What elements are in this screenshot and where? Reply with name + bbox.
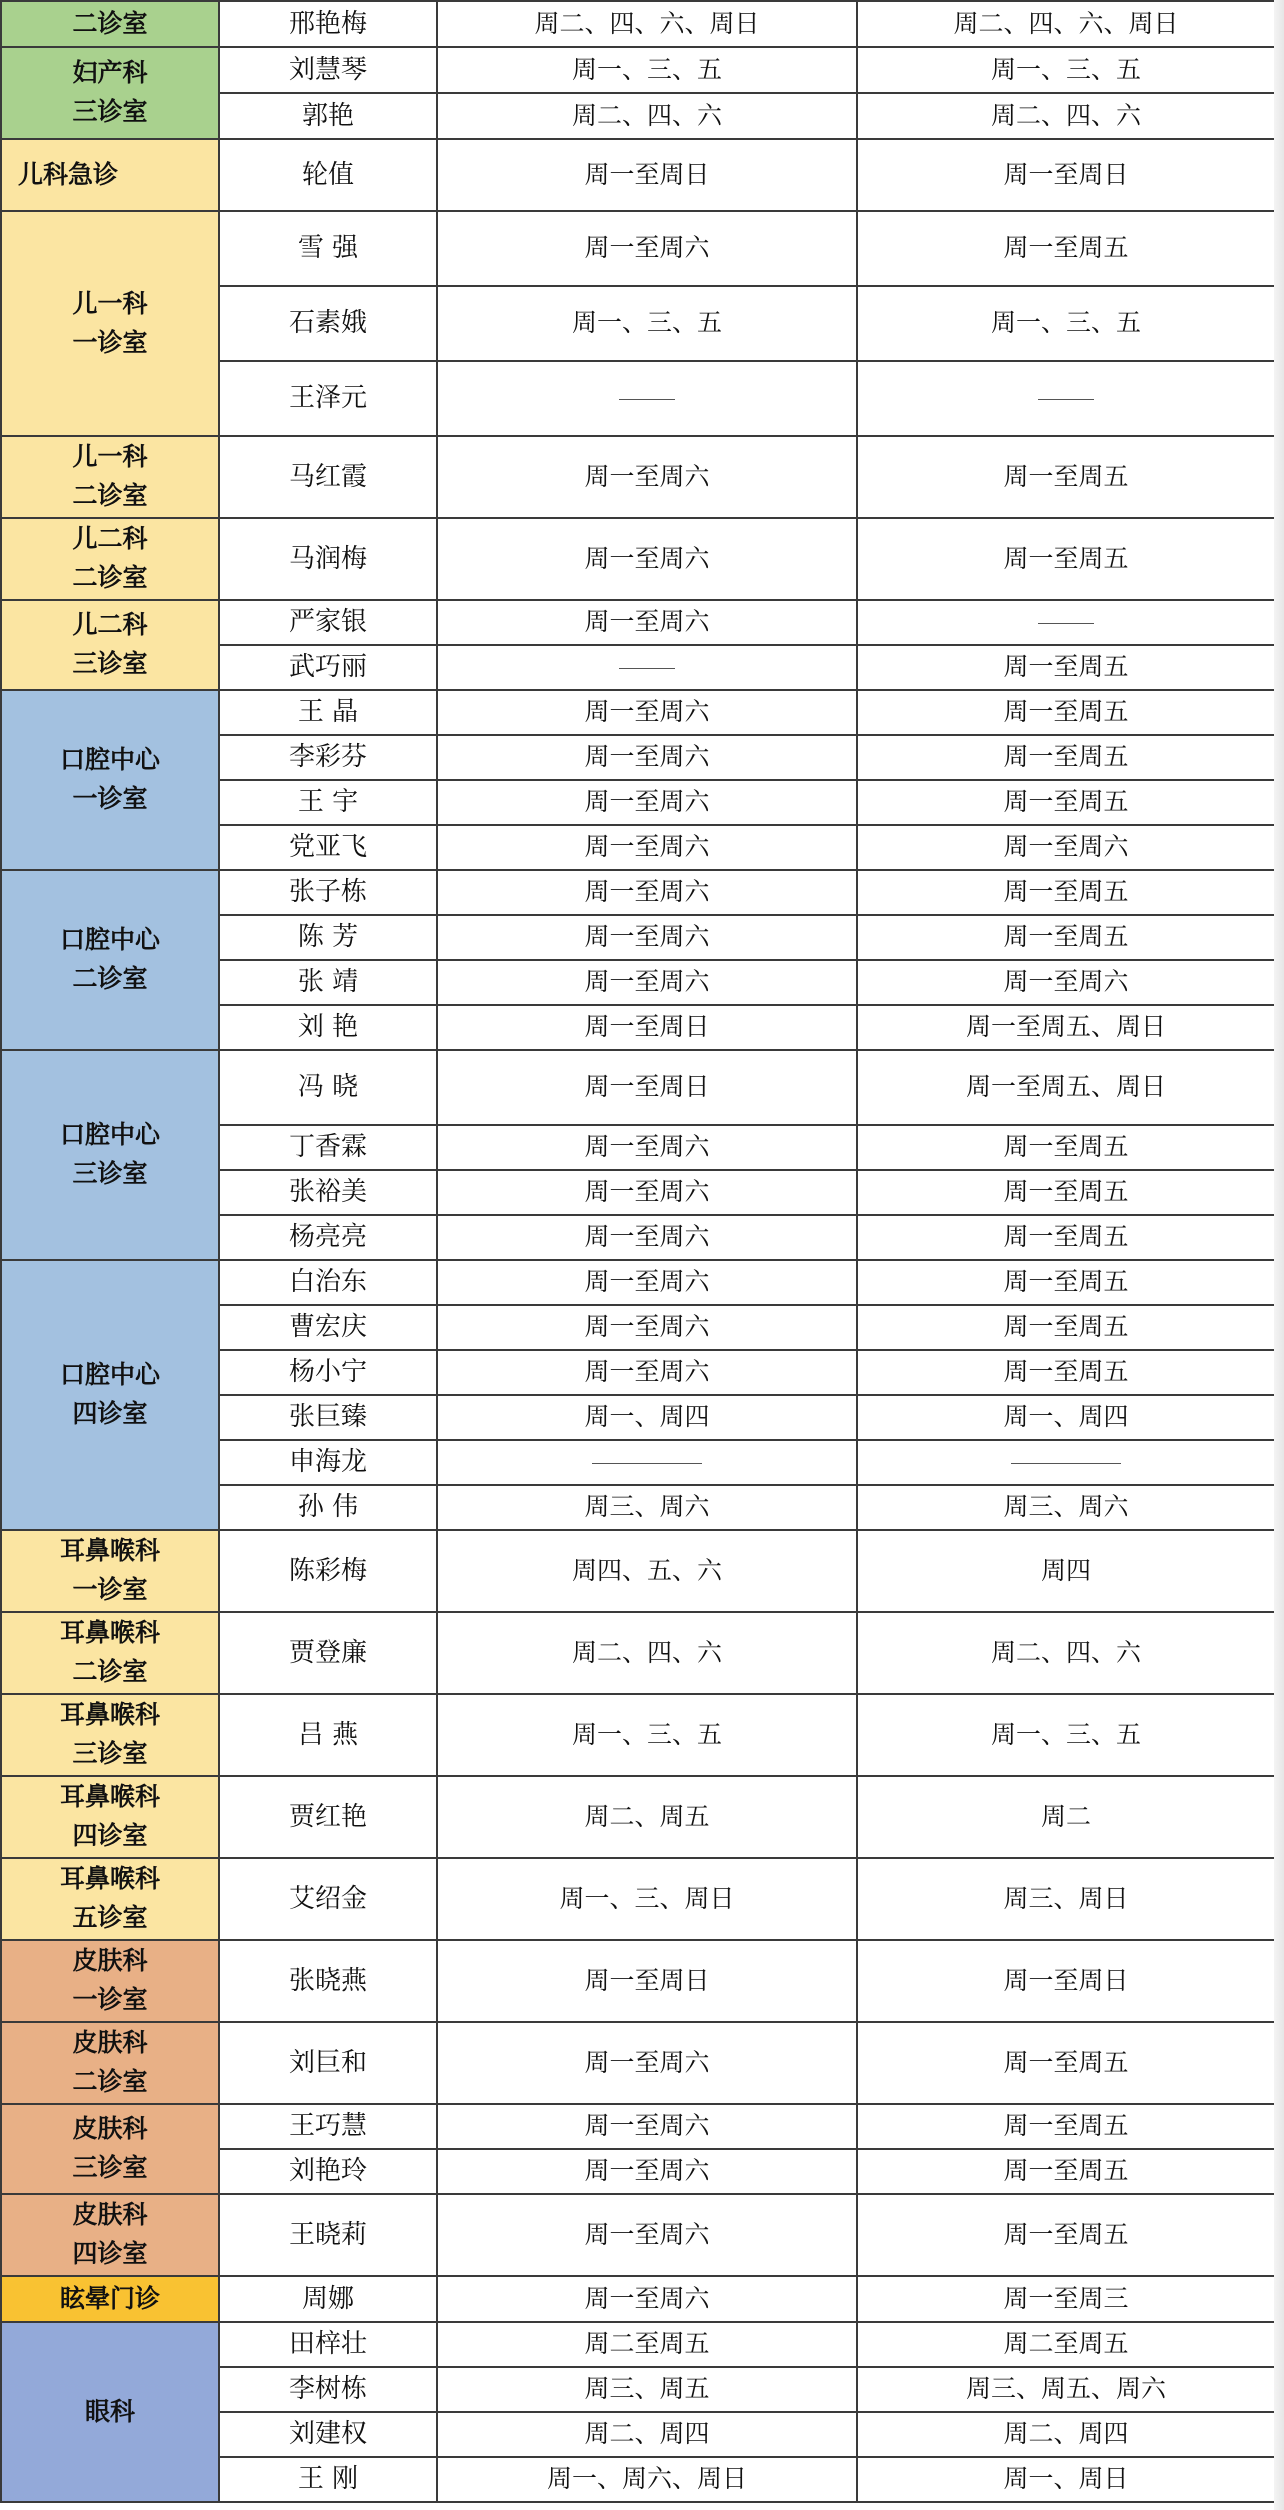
empty-schedule-dash — [1011, 1463, 1121, 1464]
schedule-cell-2[interactable]: 周一至周五 — [857, 1170, 1275, 1215]
schedule-cell-2[interactable]: 周三、周六 — [857, 1485, 1275, 1530]
schedule-cell-1[interactable] — [437, 1440, 857, 1485]
doctor-name-cell[interactable]: 艾绍金 — [219, 1858, 437, 1940]
schedule-cell-1[interactable]: 周二、四、六、周日 — [437, 1, 857, 47]
schedule-cell-1[interactable]: 周一至周六 — [437, 600, 857, 645]
department-cell[interactable] — [1, 1, 219, 47]
doctor-name-cell[interactable]: 邢艳梅 — [219, 1, 437, 47]
department-label: 皮肤科 三诊室 — [72, 2114, 148, 2182]
schedule-cell-2[interactable]: 周四 — [857, 1530, 1275, 1612]
department-label: 儿二科 三诊室 — [72, 610, 148, 678]
doctor-name-cell[interactable]: 王泽元 — [219, 361, 437, 436]
schedule-cell-2[interactable] — [857, 600, 1275, 645]
doctor-name-cell[interactable]: 李彩芬 — [219, 735, 437, 780]
schedule-cell-1[interactable]: 周一至周六 — [437, 960, 857, 1005]
doctor-name-cell[interactable]: 陈彩梅 — [219, 1530, 437, 1612]
schedule-cell-2[interactable]: 周一至周五 — [857, 1125, 1275, 1170]
department-cell[interactable] — [1, 211, 219, 436]
department-label: 耳鼻喉科 四诊室 — [59, 1782, 160, 1850]
department-label: 儿一科 二诊室 — [72, 442, 148, 510]
doctor-name-cell[interactable]: 严家银 — [219, 600, 437, 645]
department-cell[interactable] — [1, 436, 219, 518]
department-label: 口腔中心 一诊室 — [59, 745, 160, 813]
schedule-cell-2[interactable]: 周一、周四 — [857, 1395, 1275, 1440]
schedule-cell-2[interactable]: 周一至周五 — [857, 1305, 1275, 1350]
schedule-cell-2[interactable]: 周一至周五 — [857, 735, 1275, 780]
table-row — [1, 1858, 1275, 1940]
schedule-cell-1[interactable]: 周二、四、六 — [437, 93, 857, 139]
department-cell[interactable] — [1, 1694, 219, 1776]
table-row — [1, 2104, 1275, 2149]
table-row — [1, 1050, 1275, 1125]
doctor-name-cell[interactable]: 刘艳玲 — [219, 2149, 437, 2194]
table-row — [1, 1, 1275, 47]
doctor-name-cell[interactable]: 刘巨和 — [219, 2022, 437, 2104]
schedule-cell-2[interactable]: 周一至周五、周日 — [857, 1005, 1275, 1050]
schedule-cell-1[interactable]: 周一、三、五 — [437, 286, 857, 361]
table-row — [1, 1694, 1275, 1776]
schedule-cell-2[interactable]: 周一至周六 — [857, 825, 1275, 870]
department-label: 二诊室 — [72, 8, 148, 38]
department-label: 眼科 — [84, 2396, 135, 2426]
schedule-cell-1[interactable] — [437, 361, 857, 436]
doctor-name-cell[interactable]: 王巧慧 — [219, 2104, 437, 2149]
doctor-name-cell[interactable]: 杨小宁 — [219, 1350, 437, 1395]
schedule-cell-2[interactable]: 周一至周五 — [857, 870, 1275, 915]
table-row — [1, 2322, 1275, 2367]
doctor-name-cell[interactable]: 郭艳 — [219, 93, 437, 139]
doctor-name-cell[interactable]: 张子栋 — [219, 870, 437, 915]
department-cell[interactable] — [1, 2022, 219, 2104]
schedule-cell-1[interactable]: 周一至周六 — [437, 870, 857, 915]
schedule-cell-1[interactable]: 周一至周六 — [437, 2194, 857, 2276]
schedule-cell-1[interactable]: 周一至周六 — [437, 735, 857, 780]
table-row — [1, 211, 1275, 286]
schedule-cell-1[interactable]: 周二、周四 — [437, 2412, 857, 2457]
schedule-cell-2[interactable] — [857, 1440, 1275, 1485]
schedule-cell-2[interactable]: 周三、周五、周六 — [857, 2367, 1275, 2412]
doctor-name-cell[interactable]: 田梓壮 — [219, 2322, 437, 2367]
department-label: 口腔中心 二诊室 — [59, 925, 160, 993]
doctor-name-cell[interactable]: 石素娥 — [219, 286, 437, 361]
schedule-cell-2[interactable]: 周一至周五 — [857, 436, 1275, 518]
doctor-name-cell[interactable]: 刘 艳 — [219, 1005, 437, 1050]
department-cell[interactable] — [1, 1858, 219, 1940]
schedule-cell-2[interactable]: 周一至周三 — [857, 2276, 1275, 2322]
schedule-cell-2[interactable]: 周一至周五 — [857, 690, 1275, 735]
schedule-cell-1[interactable]: 周一至周日 — [437, 1005, 857, 1050]
doctor-name-cell[interactable]: 曹宏庆 — [219, 1305, 437, 1350]
doctor-name-cell[interactable]: 轮值 — [219, 139, 437, 211]
schedule-cell-1[interactable]: 周一至周六 — [437, 690, 857, 735]
schedule-cell-2[interactable]: 周一至周五 — [857, 645, 1275, 690]
doctor-name-cell[interactable]: 贾登廉 — [219, 1612, 437, 1694]
schedule-cell-2[interactable]: 周二、周四 — [857, 2412, 1275, 2457]
schedule-cell-1[interactable]: 周二、周五 — [437, 1776, 857, 1858]
empty-schedule-dash — [1038, 399, 1094, 400]
schedule-cell-1[interactable]: 周一至周六 — [437, 436, 857, 518]
doctor-name-cell[interactable]: 丁香霖 — [219, 1125, 437, 1170]
schedule-body — [1, 1, 1275, 2502]
doctor-name-cell[interactable]: 申海龙 — [219, 1440, 437, 1485]
schedule-cell-2[interactable]: 周三、周日 — [857, 1858, 1275, 1940]
department-label: 皮肤科 四诊室 — [72, 2200, 148, 2268]
schedule-cell-2[interactable]: 周一至周五 — [857, 2022, 1275, 2104]
schedule-cell-2[interactable]: 周一至周五 — [857, 518, 1275, 600]
department-label: 耳鼻喉科 二诊室 — [59, 1618, 160, 1686]
schedule-cell-2[interactable]: 周二、四、六 — [857, 1612, 1275, 1694]
department-cell[interactable] — [1, 1530, 219, 1612]
schedule-cell-1[interactable]: 周一至周日 — [437, 1940, 857, 2022]
doctor-name-cell[interactable]: 王 刚 — [219, 2457, 437, 2502]
doctor-name-cell[interactable]: 刘建权 — [219, 2412, 437, 2457]
doctor-name-cell[interactable]: 吕 燕 — [219, 1694, 437, 1776]
table-row — [1, 2276, 1275, 2322]
doctor-name-cell[interactable]: 马润梅 — [219, 518, 437, 600]
schedule-cell-2[interactable]: 周一至周五 — [857, 2104, 1275, 2149]
table-row — [1, 2194, 1275, 2276]
schedule-cell-1[interactable]: 周一至周六 — [437, 915, 857, 960]
schedule-cell-1[interactable]: 周一至周六 — [437, 1350, 857, 1395]
department-cell[interactable] — [1, 2276, 219, 2322]
department-cell[interactable] — [1, 2194, 219, 2276]
schedule-cell-1[interactable]: 周一至周六 — [437, 2276, 857, 2322]
empty-schedule-dash — [619, 399, 675, 400]
schedule-cell-2[interactable]: 周一至周五 — [857, 1215, 1275, 1260]
schedule-cell-1[interactable]: 周四、五、六 — [437, 1530, 857, 1612]
schedule-cell-2[interactable]: 周一、三、五 — [857, 286, 1275, 361]
department-label: 耳鼻喉科 五诊室 — [59, 1864, 160, 1932]
doctor-name-cell[interactable]: 冯 晓 — [219, 1050, 437, 1125]
schedule-cell-1[interactable]: 周一、三、五 — [437, 47, 857, 93]
schedule-cell-1[interactable]: 周一、周四 — [437, 1395, 857, 1440]
department-cell[interactable] — [1, 47, 219, 139]
doctor-name-cell[interactable]: 张裕美 — [219, 1170, 437, 1215]
department-cell[interactable] — [1, 1260, 219, 1530]
table-row — [1, 1776, 1275, 1858]
doctor-name-cell[interactable]: 陈 芳 — [219, 915, 437, 960]
schedule-cell-2[interactable]: 周一至周五 — [857, 1350, 1275, 1395]
doctor-name-cell[interactable]: 张 靖 — [219, 960, 437, 1005]
department-cell[interactable] — [1, 1940, 219, 2022]
schedule-cell-2[interactable]: 周一至周五 — [857, 211, 1275, 286]
schedule-cell-2[interactable]: 周一至周五、周日 — [857, 1050, 1275, 1125]
department-cell[interactable] — [1, 690, 219, 870]
table-row — [1, 1612, 1275, 1694]
doctor-name-cell[interactable]: 张晓燕 — [219, 1940, 437, 2022]
schedule-cell-1[interactable]: 周二至周五 — [437, 2322, 857, 2367]
schedule-cell-1[interactable]: 周一至周六 — [437, 1215, 857, 1260]
schedule-cell-2[interactable]: 周一至周日 — [857, 139, 1275, 211]
department-label: 儿一科 一诊室 — [72, 288, 148, 357]
department-label: 耳鼻喉科 一诊室 — [59, 1536, 160, 1604]
schedule-cell-1[interactable]: 周一至周六 — [437, 780, 857, 825]
doctor-name-cell[interactable]: 雪 强 — [219, 211, 437, 286]
schedule-cell-2[interactable]: 周二、四、六 — [857, 93, 1275, 139]
doctor-name-cell[interactable]: 杨亮亮 — [219, 1215, 437, 1260]
schedule-cell-1[interactable]: 周一至周六 — [437, 825, 857, 870]
doctor-name-cell[interactable]: 贾红艳 — [219, 1776, 437, 1858]
schedule-cell-1[interactable]: 周一、三、五 — [437, 1694, 857, 1776]
table-row — [1, 518, 1275, 600]
table-row — [1, 1260, 1275, 1305]
schedule-cell-2[interactable]: 周二至周五 — [857, 2322, 1275, 2367]
schedule-cell-2[interactable]: 周一至周五 — [857, 1260, 1275, 1305]
schedule-cell-1[interactable]: 周三、周六 — [437, 1485, 857, 1530]
schedule-cell-1[interactable]: 周一至周六 — [437, 211, 857, 286]
table-row — [1, 1530, 1275, 1612]
department-label: 皮肤科 二诊室 — [72, 2028, 148, 2096]
schedule-cell-2[interactable] — [857, 361, 1275, 436]
schedule-cell-2[interactable]: 周一至周五 — [857, 2194, 1275, 2276]
schedule-cell-1[interactable]: 周一至周日 — [437, 139, 857, 211]
empty-schedule-dash — [619, 668, 675, 669]
department-cell[interactable] — [1, 2104, 219, 2194]
schedule-cell-1[interactable]: 周三、周五 — [437, 2367, 857, 2412]
department-label: 儿二科 二诊室 — [72, 524, 148, 592]
schedule-cell-1[interactable]: 周一至周六 — [437, 2022, 857, 2104]
schedule-cell-2[interactable]: 周一至周六 — [857, 960, 1275, 1005]
department-cell[interactable] — [1, 600, 219, 690]
department-label: 妇产科 三诊室 — [72, 58, 148, 126]
doctor-name-cell[interactable]: 王晓莉 — [219, 2194, 437, 2276]
department-cell[interactable] — [1, 518, 219, 600]
schedule-cell-1[interactable]: 周一至周六 — [437, 2149, 857, 2194]
schedule-cell-1[interactable]: 周一至周六 — [437, 1170, 857, 1215]
schedule-cell-1[interactable]: 周一至周六 — [437, 518, 857, 600]
doctor-name-cell[interactable]: 李树栋 — [219, 2367, 437, 2412]
empty-schedule-dash — [592, 1463, 702, 1464]
table-row — [1, 47, 1275, 93]
schedule-cell-1[interactable]: 周一至周六 — [437, 2104, 857, 2149]
table-row — [1, 1940, 1275, 2022]
doctor-name-cell[interactable]: 周娜 — [219, 2276, 437, 2322]
schedule-cell-1[interactable] — [437, 645, 857, 690]
schedule-cell-1[interactable]: 周一、周六、周日 — [437, 2457, 857, 2502]
table-row — [1, 436, 1275, 518]
table-row — [1, 2022, 1275, 2104]
department-cell[interactable] — [1, 139, 219, 211]
doctor-name-cell[interactable]: 张巨臻 — [219, 1395, 437, 1440]
window-edge — [1274, 0, 1284, 2510]
doctor-name-cell[interactable]: 王 宇 — [219, 780, 437, 825]
schedule-cell-1[interactable]: 周二、四、六 — [437, 1612, 857, 1694]
doctor-name-cell[interactable]: 马红霞 — [219, 436, 437, 518]
doctor-name-cell[interactable]: 孙 伟 — [219, 1485, 437, 1530]
schedule-cell-2[interactable]: 周一至周五 — [857, 2149, 1275, 2194]
schedule-cell-1[interactable]: 周一至周日 — [437, 1050, 857, 1125]
schedule-cell-1[interactable]: 周一至周六 — [437, 1125, 857, 1170]
department-label: 皮肤科 一诊室 — [72, 1946, 148, 2014]
department-cell[interactable] — [1, 1612, 219, 1694]
schedule-cell-2[interactable]: 周一至周五 — [857, 915, 1275, 960]
doctor-name-cell[interactable]: 党亚飞 — [219, 825, 437, 870]
schedule-cell-2[interactable]: 周一至周日 — [857, 1940, 1275, 2022]
department-label: 儿科急诊 — [18, 159, 119, 189]
department-cell[interactable] — [1, 1776, 219, 1858]
table-row — [1, 600, 1275, 645]
table-row — [1, 690, 1275, 735]
doctor-name-cell[interactable]: 王 晶 — [219, 690, 437, 735]
department-label: 口腔中心 四诊室 — [59, 1360, 160, 1428]
department-cell[interactable] — [1, 870, 219, 1050]
doctor-name-cell[interactable]: 白治东 — [219, 1260, 437, 1305]
schedule-cell-2[interactable]: 周一、三、五 — [857, 1694, 1275, 1776]
schedule-cell-2[interactable]: 周一、三、五 — [857, 47, 1275, 93]
department-cell[interactable] — [1, 1050, 219, 1260]
schedule-cell-1[interactable]: 周一至周六 — [437, 1305, 857, 1350]
schedule-cell-1[interactable]: 周一、三、周日 — [437, 1858, 857, 1940]
department-label: 眩晕门诊 — [59, 2283, 160, 2313]
empty-schedule-dash — [1038, 623, 1094, 624]
schedule-cell-1[interactable]: 周一至周六 — [437, 1260, 857, 1305]
schedule-cell-2[interactable]: 周一、周日 — [857, 2457, 1275, 2502]
department-cell[interactable] — [1, 2322, 219, 2502]
doctor-name-cell[interactable]: 刘慧琴 — [219, 47, 437, 93]
schedule-cell-2[interactable]: 周二、四、六、周日 — [857, 1, 1275, 47]
schedule-cell-2[interactable]: 周一至周五 — [857, 780, 1275, 825]
table-row — [1, 139, 1275, 211]
department-label: 耳鼻喉科 三诊室 — [59, 1700, 160, 1768]
table-row — [1, 870, 1275, 915]
department-label: 口腔中心 三诊室 — [59, 1120, 160, 1188]
schedule-cell-2[interactable]: 周二 — [857, 1776, 1275, 1858]
doctor-name-cell[interactable]: 武巧丽 — [219, 645, 437, 690]
